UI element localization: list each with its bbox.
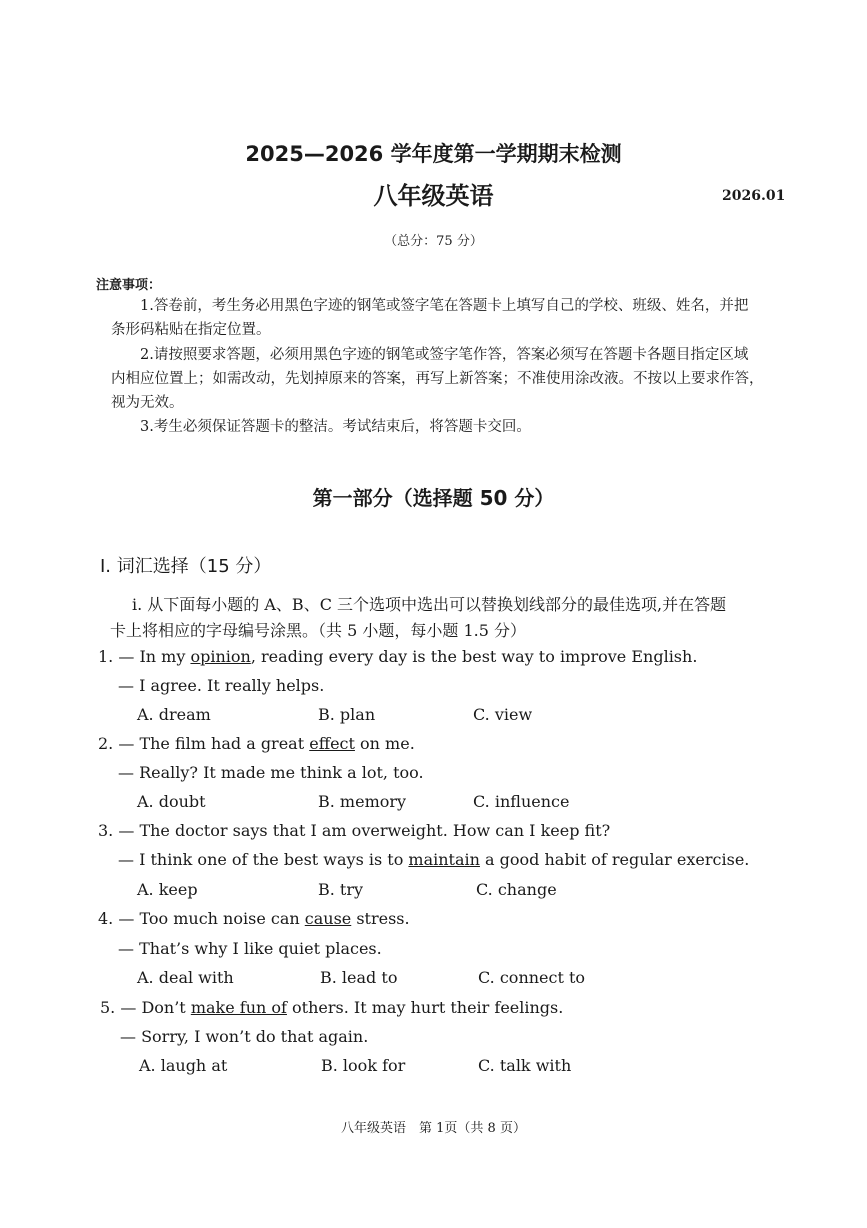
- instruction-line-2: 卡上将相应的字母编号涂黑。（共 5 小题，每小题 1.5 分）: [110, 621, 526, 640]
- notice-heading: 注意事项：: [96, 278, 162, 293]
- q5-text-pre: 5. — Don’t: [100, 998, 191, 1017]
- q5-reply: — Sorry, I won’t do that again.: [120, 1027, 369, 1046]
- notice-item-2-line-1: 2.请按照要求答题，必须用黑色字迹的钢笔或签字笔作答，答案必须写在答题卡各题目指定区域: [140, 347, 749, 363]
- question-1: [98, 647, 697, 666]
- notice-item-3-line-1: 3.考生必须保证答题卡的整洁。考试结束后，将答题卡交回。: [140, 419, 531, 435]
- q4-text-post: stress.: [351, 909, 410, 928]
- q2-option-a[interactable]: A. doubt: [137, 792, 206, 811]
- notice-item-1-line-1: 1.答卷前，考生务必用黑色字迹的钢笔或签字笔在答题卡上填写自己的学校、班级、姓名，并把: [140, 298, 749, 314]
- q2-option-c[interactable]: C. influence: [473, 792, 570, 811]
- q2-reply: — Really? It made me think a lot, too.: [118, 763, 424, 782]
- q5-option-b[interactable]: B. look for: [321, 1056, 406, 1075]
- q3-option-b[interactable]: B. try: [318, 880, 364, 899]
- q1-text-post: , reading every day is the best way to improve English.: [250, 647, 698, 666]
- q4-option-c[interactable]: C. connect to: [478, 968, 586, 987]
- q5-option-c[interactable]: C. talk with: [478, 1056, 572, 1075]
- q4-option-b[interactable]: B. lead to: [320, 968, 398, 987]
- q3-option-a[interactable]: A. keep: [137, 880, 198, 899]
- q5-option-a[interactable]: A. laugh at: [139, 1056, 228, 1075]
- notice-item-1-line-2: 条形码粘贴在指定位置。: [111, 322, 271, 338]
- q5-underlined: make fun of: [190, 998, 287, 1017]
- q4-reply: — That’s why I like quiet places.: [118, 939, 382, 958]
- q1-text-pre: 1. — In my: [98, 647, 191, 666]
- section-one-title: Ⅰ. 词汇选择（15 分）: [100, 556, 272, 577]
- total-score: （总分：75 分）: [384, 234, 483, 249]
- q1-option-b[interactable]: B. plan: [318, 705, 376, 724]
- question-5: [100, 998, 563, 1017]
- q2-text-pre: 2. — The film had a great: [98, 734, 310, 753]
- q3-reply: [118, 850, 749, 869]
- q3-text: 3. — The doctor says that I am overweight. How can I keep fit?: [98, 821, 611, 840]
- page-footer: 八年级英语 第 1页（共 8 页）: [341, 1121, 526, 1136]
- question-2: [98, 734, 415, 753]
- instruction-line-1: i. 从下面每小题的 A、B、C 三个选项中选出可以替换划线部分的最佳选项,并在答题: [132, 595, 727, 614]
- q5-text-post: others. It may hurt their feelings.: [286, 998, 564, 1017]
- q1-option-c[interactable]: C. view: [473, 705, 533, 724]
- q1-option-a[interactable]: A. dream: [137, 705, 211, 724]
- exam-title: 2025—2026 学年度第一学期期末检测: [245, 142, 622, 166]
- q3-reply-pre: — I think one of the best ways is to: [118, 850, 409, 869]
- notice-item-2-line-3: 视为无效。: [111, 395, 184, 411]
- q1-underlined: opinion: [190, 647, 251, 666]
- part-one-title: 第一部分（选择题 50 分）: [312, 486, 555, 510]
- q2-option-b[interactable]: B. memory: [318, 792, 407, 811]
- exam-subject: 八年级英语: [373, 181, 494, 210]
- q2-underlined: effect: [309, 734, 355, 753]
- section-instruction: [110, 592, 810, 644]
- notice-item-2-line-2: 内相应位置上；如需改动，先划掉原来的答案，再写上新答案；不准使用涂改液。不按以上要求作答，: [111, 371, 764, 387]
- q4-text-pre: 4. — Too much noise can: [98, 909, 305, 928]
- q3-reply-post: a good habit of regular exercise.: [479, 850, 750, 869]
- q3-underlined: maintain: [408, 850, 480, 869]
- q4-option-a[interactable]: A. deal with: [137, 968, 234, 987]
- q1-reply: — I agree. It really helps.: [118, 676, 325, 695]
- exam-date: 2026.01: [722, 188, 786, 204]
- q4-underlined: cause: [304, 909, 352, 928]
- question-3: [98, 821, 610, 840]
- question-4: [98, 909, 410, 928]
- q2-text-post: on me.: [354, 734, 415, 753]
- q3-option-c[interactable]: C. change: [476, 880, 557, 899]
